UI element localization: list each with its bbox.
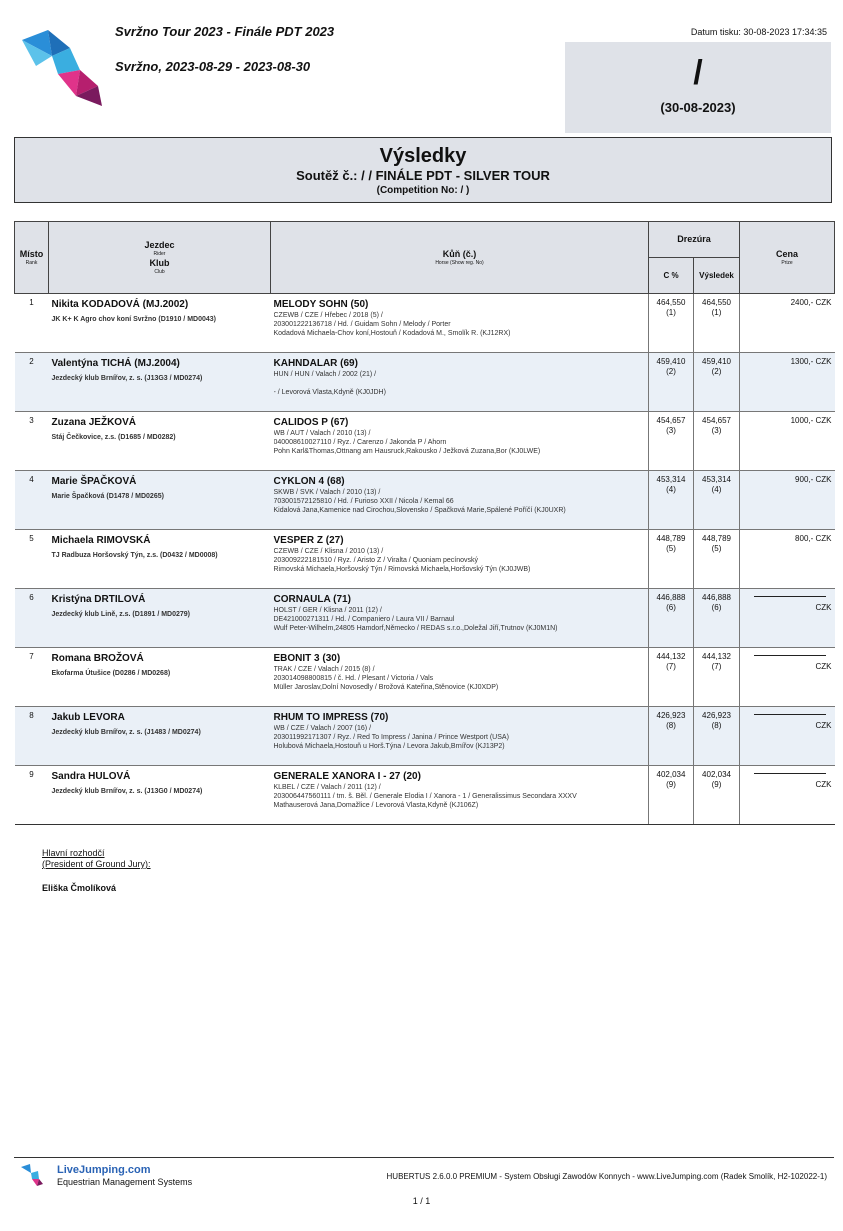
col-header-dressage: Drezúra (649, 222, 740, 258)
result-value: 446,888 (702, 593, 731, 602)
horse-cell (271, 530, 649, 589)
horse-cell (271, 589, 649, 648)
result-cell (694, 294, 740, 353)
percent-value: 448,789 (656, 534, 686, 543)
ground-jury (42, 848, 151, 894)
club-name: Jezdecký klub Brnířov, z. s. (J13G3 / MD0274) (51, 375, 203, 382)
result-value: 464,550 (702, 298, 731, 307)
rider-name: Kristýna DRTILOVÁ (51, 594, 146, 605)
result-rank: (8) (711, 721, 722, 730)
livejumping-logo-icon (20, 1163, 44, 1187)
result-value: 426,923 (702, 711, 731, 720)
jury-label: Hlavní rozhodčí (42, 848, 105, 858)
club-name: Jezdecký klub Lině, z.s. (D1891 / MD0279) (51, 611, 191, 618)
percent-cell (649, 707, 694, 766)
footer-divider (14, 1157, 834, 1158)
prize-value: 2400,- CZK (790, 298, 832, 307)
prize-cell (740, 412, 835, 471)
prize-value: 1000,- CZK (790, 416, 832, 425)
col-header-horse: Kůň (č.) Horse (Show reg. No) (271, 222, 649, 294)
horse-pedigree: 703001572125810 / Hd. / Furioso XXII / Nicola / Kemal 66 (273, 498, 454, 505)
result-value: 444,132 (702, 652, 731, 661)
rider-name: Zuzana JEŽKOVÁ (51, 417, 136, 428)
result-cell (694, 589, 740, 648)
table-row (15, 530, 835, 589)
prize-cell (740, 648, 835, 707)
prize-value: CZK (815, 780, 832, 789)
horse-details: HUN / HUN / Valach / 2002 (21) / (273, 371, 377, 378)
rider-name: Valentýna TICHÁ (MJ.2004) (51, 358, 180, 369)
col-header-percent: C % (649, 258, 694, 294)
print-date: Datum tisku: 30-08-2023 17:34:35 (690, 27, 827, 37)
percent-cell (649, 648, 694, 707)
horse-owner: Mathauserová Jana,Domažlice / Levorová Vlasta,Kdyně (KJ106Z) (273, 802, 479, 809)
horse-owner: Wulf Peter-Wilhelm,24805 Hamdorf,Německo / REDAS s.r.o.,Doležal Jiří,Trutnov (KJ0M1N) (273, 625, 558, 632)
horse-pedigree: 203001222136718 / Hd. / Guidam Sohn / Melody / Porter (273, 321, 451, 328)
horse-pedigree: 203014098800815 / č. Hd. / Plesant / Victoria / Vals (273, 675, 434, 682)
percent-value: 402,034 (656, 770, 686, 779)
rider-name: Sandra HULOVÁ (51, 771, 131, 782)
horse-owner: Pohn Karl&Thomas,Ottnang am Hausruck,Rakousko / Ježková Zuzana,Bor (KJ0LWE) (273, 448, 541, 455)
horse-details: WB / AUT / Valach / 2010 (13) / (273, 430, 371, 437)
result-value: 454,657 (702, 416, 731, 425)
results-subtitle: Soutěž č.: / / FINÁLE PDT - SILVER TOUR (296, 168, 550, 183)
table-row (15, 412, 835, 471)
horse-cell (271, 648, 649, 707)
results-table (14, 221, 835, 825)
horse-details: SKWB / SVK / Valach / 2010 (13) / (273, 489, 381, 496)
origami-horse-logo (18, 26, 104, 110)
rider-name: Romana BROŽOVÁ (51, 653, 144, 664)
percent-cell (649, 766, 694, 825)
prize-blank-line (754, 596, 826, 597)
table-row (15, 589, 835, 648)
rider-name: Jakub LEVORA (51, 712, 125, 723)
horse-name: MELODY SOHN (50) (273, 299, 369, 310)
horse-cell (271, 707, 649, 766)
result-rank: (7) (711, 662, 722, 671)
prize-blank-line (754, 655, 826, 656)
percent-cell (649, 294, 694, 353)
result-value: 448,789 (702, 534, 731, 543)
prize-cell (740, 766, 835, 825)
rider-cell (49, 589, 271, 648)
result-rank: (1) (711, 308, 722, 317)
result-cell (694, 707, 740, 766)
horse-details: CZEWB / CZE / Hřebec / 2018 (5) / (273, 312, 383, 319)
event-dates: Svržno, 2023-08-29 - 2023-08-30 (115, 59, 311, 74)
result-cell (694, 648, 740, 707)
rider-cell (49, 766, 271, 825)
club-name: Marie Špačková (D1478 / MD0265) (51, 493, 164, 500)
rank-cell: 6 (15, 589, 49, 648)
percent-rank: (5) (666, 544, 676, 553)
table-row (15, 766, 835, 825)
rank-cell: 7 (15, 648, 49, 707)
rider-cell (49, 294, 271, 353)
percent-value: 454,657 (656, 416, 686, 425)
prize-value: CZK (815, 721, 832, 730)
prize-value: CZK (815, 603, 832, 612)
horse-pedigree: 203011992171307 / Ryz. / Red To Impress / Janina / Prince Westport (USA) (273, 734, 509, 741)
rider-cell (49, 412, 271, 471)
club-name: Ekofarma Útušice (D0286 / MD0268) (51, 670, 171, 677)
horse-cell (271, 353, 649, 412)
prize-value: CZK (815, 662, 832, 671)
percent-cell (649, 471, 694, 530)
prize-cell (740, 589, 835, 648)
horse-name: GENERALE XANORA I - 27 (20) (273, 771, 421, 782)
table-row (15, 707, 835, 766)
rank-cell: 8 (15, 707, 49, 766)
footer-brand-sub: Equestrian Management Systems (57, 1177, 193, 1187)
results-title-box (14, 137, 832, 203)
horse-details: WB / CZE / Valach / 2007 (16) / (273, 725, 372, 732)
horse-name: CALIDOS P (67) (273, 417, 349, 428)
footer-brand[interactable]: LiveJumping.com (57, 1164, 151, 1176)
percent-rank: (1) (666, 308, 676, 317)
club-name: JK K+ K Agro chov koní Svržno (D1910 / MD0043) (51, 316, 216, 323)
prize-cell (740, 707, 835, 766)
result-cell (694, 530, 740, 589)
percent-value: 426,923 (656, 711, 686, 720)
horse-owner: Kodadová Michaela-Chov koní,Hostouň / Kodadová M., Smolík R. (KJ12RX) (273, 330, 511, 337)
jury-president-name: Eliška Čmolíková (42, 883, 117, 893)
club-name: TJ Radbuza Horšovský Týn, z.s. (D0432 / MD0008) (51, 552, 218, 559)
horse-pedigree (274, 379, 646, 388)
club-name: Stáj Čečkovice, z.s. (D1685 / MD0282) (51, 434, 176, 441)
prize-value: 900,- CZK (795, 475, 832, 484)
percent-value: 444,132 (656, 652, 686, 661)
percent-rank: (8) (666, 721, 676, 730)
prize-cell (740, 353, 835, 412)
competition-date: (30-08-2023) (660, 100, 736, 115)
rider-cell (49, 353, 271, 412)
rank-cell: 1 (15, 294, 49, 353)
percent-rank: (9) (666, 780, 676, 789)
percent-rank: (2) (666, 367, 676, 376)
result-rank: (2) (711, 367, 722, 376)
table-row (15, 294, 835, 353)
col-header-rider: Jezdec Rider Klub Club (49, 222, 271, 294)
rank-cell: 4 (15, 471, 49, 530)
horse-name: EBONIT 3 (30) (273, 653, 341, 664)
horse-pedigree: 203009222181510 / Ryz. / Aristo Z / Viralta / Quoniam pecínovský (273, 557, 479, 564)
percent-value: 459,410 (656, 357, 686, 366)
horse-name: RHUM TO IMPRESS (70) (273, 712, 389, 723)
horse-owner: Kidalová Jana,Kamenice nad Cirochou,Slovensko / Špačková Marie,Spálené Poříčí (KJ0UXR) (273, 507, 566, 514)
result-cell (694, 353, 740, 412)
horse-name: KAHNDALAR (69) (273, 358, 358, 369)
prize-value: 1300,- CZK (790, 357, 832, 366)
percent-value: 453,314 (656, 475, 686, 484)
horse-owner: Holubová Michaela,Hostouň u Horš.Týna / Levora Jakub,Brnířov (KJ13P2) (273, 743, 505, 750)
horse-pedigree: 040008610027110 / Ryz. / Carenzo / Jakonda P / Ahorn (273, 439, 447, 446)
result-rank: (4) (711, 485, 722, 494)
prize-blank-line (754, 714, 826, 715)
page-number: 1 / 1 (412, 1196, 431, 1206)
percent-value: 446,888 (656, 593, 686, 602)
event-title: Svržno Tour 2023 - Finále PDT 2023 (115, 24, 335, 39)
percent-cell (649, 589, 694, 648)
result-rank: (5) (711, 544, 722, 553)
results-title: Výsledky (379, 145, 467, 167)
competition-number: / (693, 54, 703, 92)
prize-cell (740, 530, 835, 589)
result-cell (694, 766, 740, 825)
percent-cell (649, 412, 694, 471)
percent-cell (649, 530, 694, 589)
table-row (15, 471, 835, 530)
table-row (15, 353, 835, 412)
horse-owner: Rimovská Michaela,Horšovský Týn / Rimovská Michaela,Horšovský Týn (KJ0JWB) (273, 566, 531, 573)
rider-cell (49, 471, 271, 530)
result-cell (694, 471, 740, 530)
percent-rank: (6) (666, 603, 676, 612)
horse-owner: - / Levorová Vlasta,Kdyně (KJ0JDH) (273, 389, 386, 396)
col-header-place: Místo Rank (15, 222, 49, 294)
rank-cell: 2 (15, 353, 49, 412)
horse-details: TRAK / CZE / Valach / 2015 (8) / (273, 666, 375, 673)
percent-rank: (4) (666, 485, 676, 494)
horse-details: KLBEL / CZE / Valach / 2011 (12) / (273, 784, 381, 791)
horse-name: VESPER Z (27) (273, 535, 344, 546)
rank-cell: 5 (15, 530, 49, 589)
rider-name: Nikita KODADOVÁ (MJ.2002) (51, 299, 189, 310)
horse-cell (271, 412, 649, 471)
horse-pedigree: 203006447560111 / tm. š. Běl. / Generale Elodia I / Xanora - 1 / Generalissimus Secondara XXXV (273, 793, 577, 800)
col-header-result: Výsledek (694, 258, 740, 294)
horse-details: CZEWB / CZE / Klisna / 2010 (13) / (273, 548, 384, 555)
percent-value: 464,550 (656, 298, 686, 307)
percent-rank: (7) (666, 662, 676, 671)
result-value: 453,314 (702, 475, 731, 484)
result-rank: (3) (711, 426, 722, 435)
horse-pedigree: DE421000271311 / Hd. / Companiero / Laura VII / Barnaul (273, 616, 455, 623)
rider-name: Michaela RIMOVSKÁ (51, 535, 151, 546)
competition-box (565, 42, 831, 133)
percent-cell (649, 353, 694, 412)
col-header-prize: Cena Prize (740, 222, 835, 294)
rank-cell: 9 (15, 766, 49, 825)
rank-cell: 3 (15, 412, 49, 471)
percent-rank: (3) (666, 426, 676, 435)
rider-cell (49, 530, 271, 589)
prize-cell (740, 471, 835, 530)
rider-cell (49, 648, 271, 707)
table-row (15, 648, 835, 707)
footer-software: HUBERTUS 2.6.0.0 PREMIUM - System Obsługi Zawodów Konnych - www.LiveJumping.com (Radek Smolík, H2-102022-1) (386, 1172, 827, 1181)
result-value: 459,410 (702, 357, 731, 366)
prize-blank-line (754, 773, 826, 774)
horse-owner: Müller Jaroslav,Dolní Novosedly / Brožová Kateřina,Štěnovice (KJ0XDP) (273, 684, 499, 691)
horse-cell (271, 766, 649, 825)
result-rank: (9) (711, 780, 722, 789)
prize-value: 800,- CZK (795, 534, 832, 543)
horse-name: CORNAULA (71) (273, 594, 351, 605)
horse-name: CYKLON 4 (68) (273, 476, 345, 487)
prize-cell (740, 294, 835, 353)
horse-details: HOLST / GER / Klisna / 2011 (12) / (273, 607, 382, 614)
jury-label-en: (President of Ground Jury): (42, 859, 151, 869)
rider-name: Marie ŠPAČKOVÁ (51, 476, 137, 487)
result-value: 402,034 (702, 770, 731, 779)
competition-no: (Competition No: / ) (376, 185, 470, 196)
club-name: Jezdecký klub Brnířov, z. s. (J13G0 / MD0274) (51, 788, 203, 795)
horse-cell (271, 294, 649, 353)
horse-cell (271, 471, 649, 530)
rider-cell (49, 707, 271, 766)
result-rank: (6) (711, 603, 722, 612)
club-name: Jezdecký klub Brnířov, z. s. (J1483 / MD0274) (51, 729, 201, 736)
result-cell (694, 412, 740, 471)
